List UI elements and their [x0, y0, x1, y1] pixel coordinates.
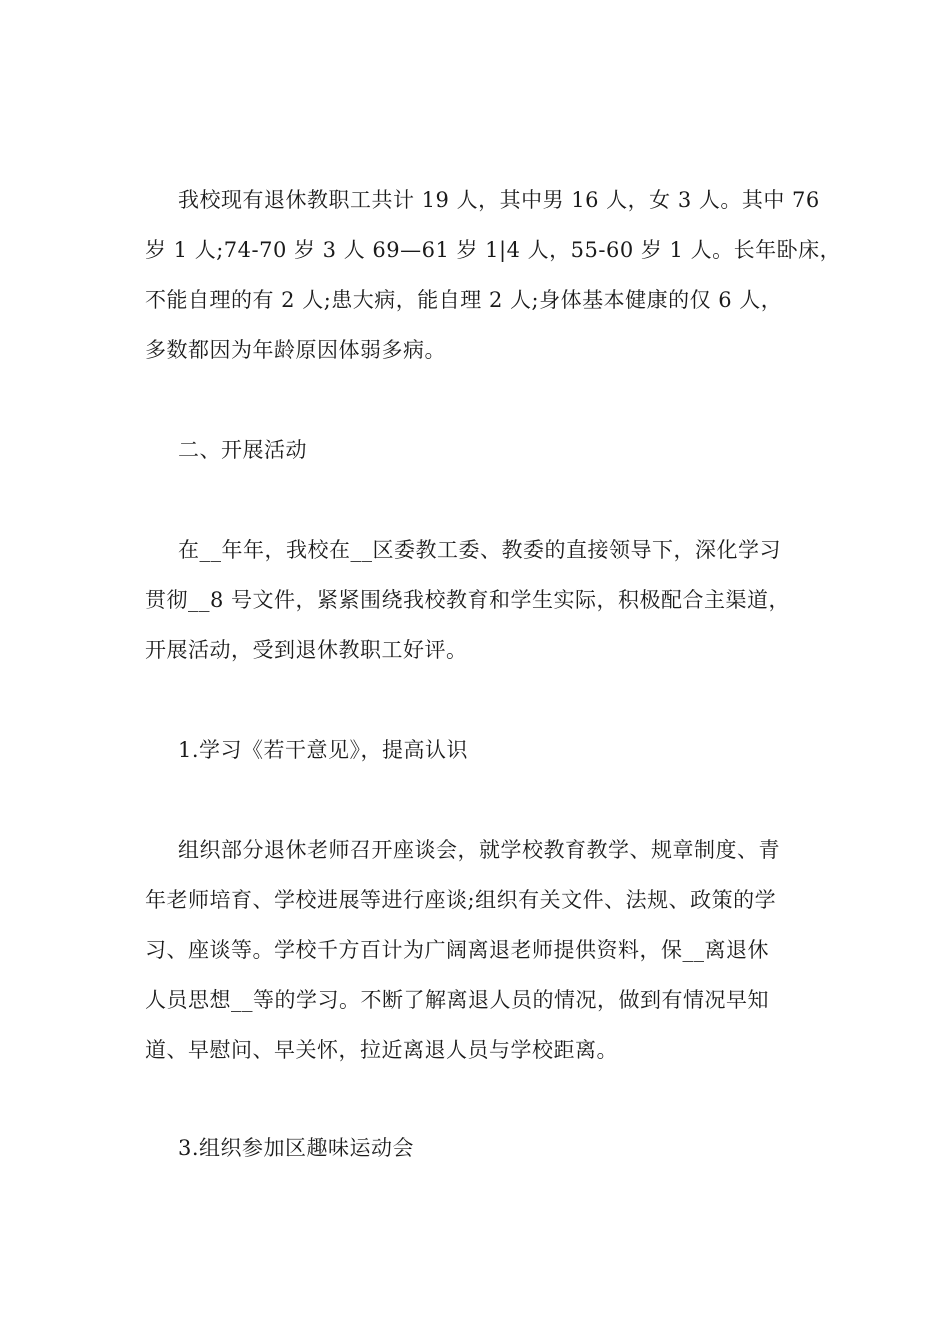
subsection-heading: 3.组织参加区趣味运动会	[178, 1136, 415, 1160]
paragraph-line: 岁 1 人;74-70 岁 3 人 69—61 岁 1|4 人，55-60 岁 1 人。长年卧床，	[145, 238, 842, 262]
paragraph-line: 多数都因为年龄原因体弱多病。	[145, 338, 446, 362]
paragraph-line: 贯彻__8 号文件，紧紧围绕我校教育和学生实际，积极配合主渠道，	[145, 588, 791, 612]
paragraph-line: 在__年年，我校在__区委教工委、教委的直接领导下，深化学习	[178, 538, 781, 562]
paragraph-line: 开展活动，受到退休教职工好评。	[145, 638, 468, 662]
subsection-heading: 1.学习《若干意见》，提高认识	[178, 738, 469, 762]
paragraph-line: 我校现有退休教职工共计 19 人，其中男 16 人，女 3 人。其中 76	[178, 188, 820, 212]
paragraph-line: 人员思想__等的学习。不断了解离退人员的情况，做到有情况早知	[145, 988, 769, 1012]
paragraph-line: 不能自理的有 2 人;患大病，能自理 2 人;身体基本健康的仅 6 人，	[145, 288, 783, 312]
paragraph-line: 年老师培育、学校进展等进行座谈;组织有关文件、法规、政策的学	[145, 888, 777, 912]
paragraph-line: 组织部分退休老师召开座谈会，就学校教育教学、规章制度、青	[178, 838, 780, 862]
section-heading: 二、开展活动	[178, 438, 307, 462]
paragraph-line: 习、座谈等。学校千方百计为广阔离退老师提供资料，保__离退休	[145, 938, 769, 962]
paragraph-line: 道、早慰问、早关怀，拉近离退人员与学校距离。	[145, 1038, 618, 1062]
